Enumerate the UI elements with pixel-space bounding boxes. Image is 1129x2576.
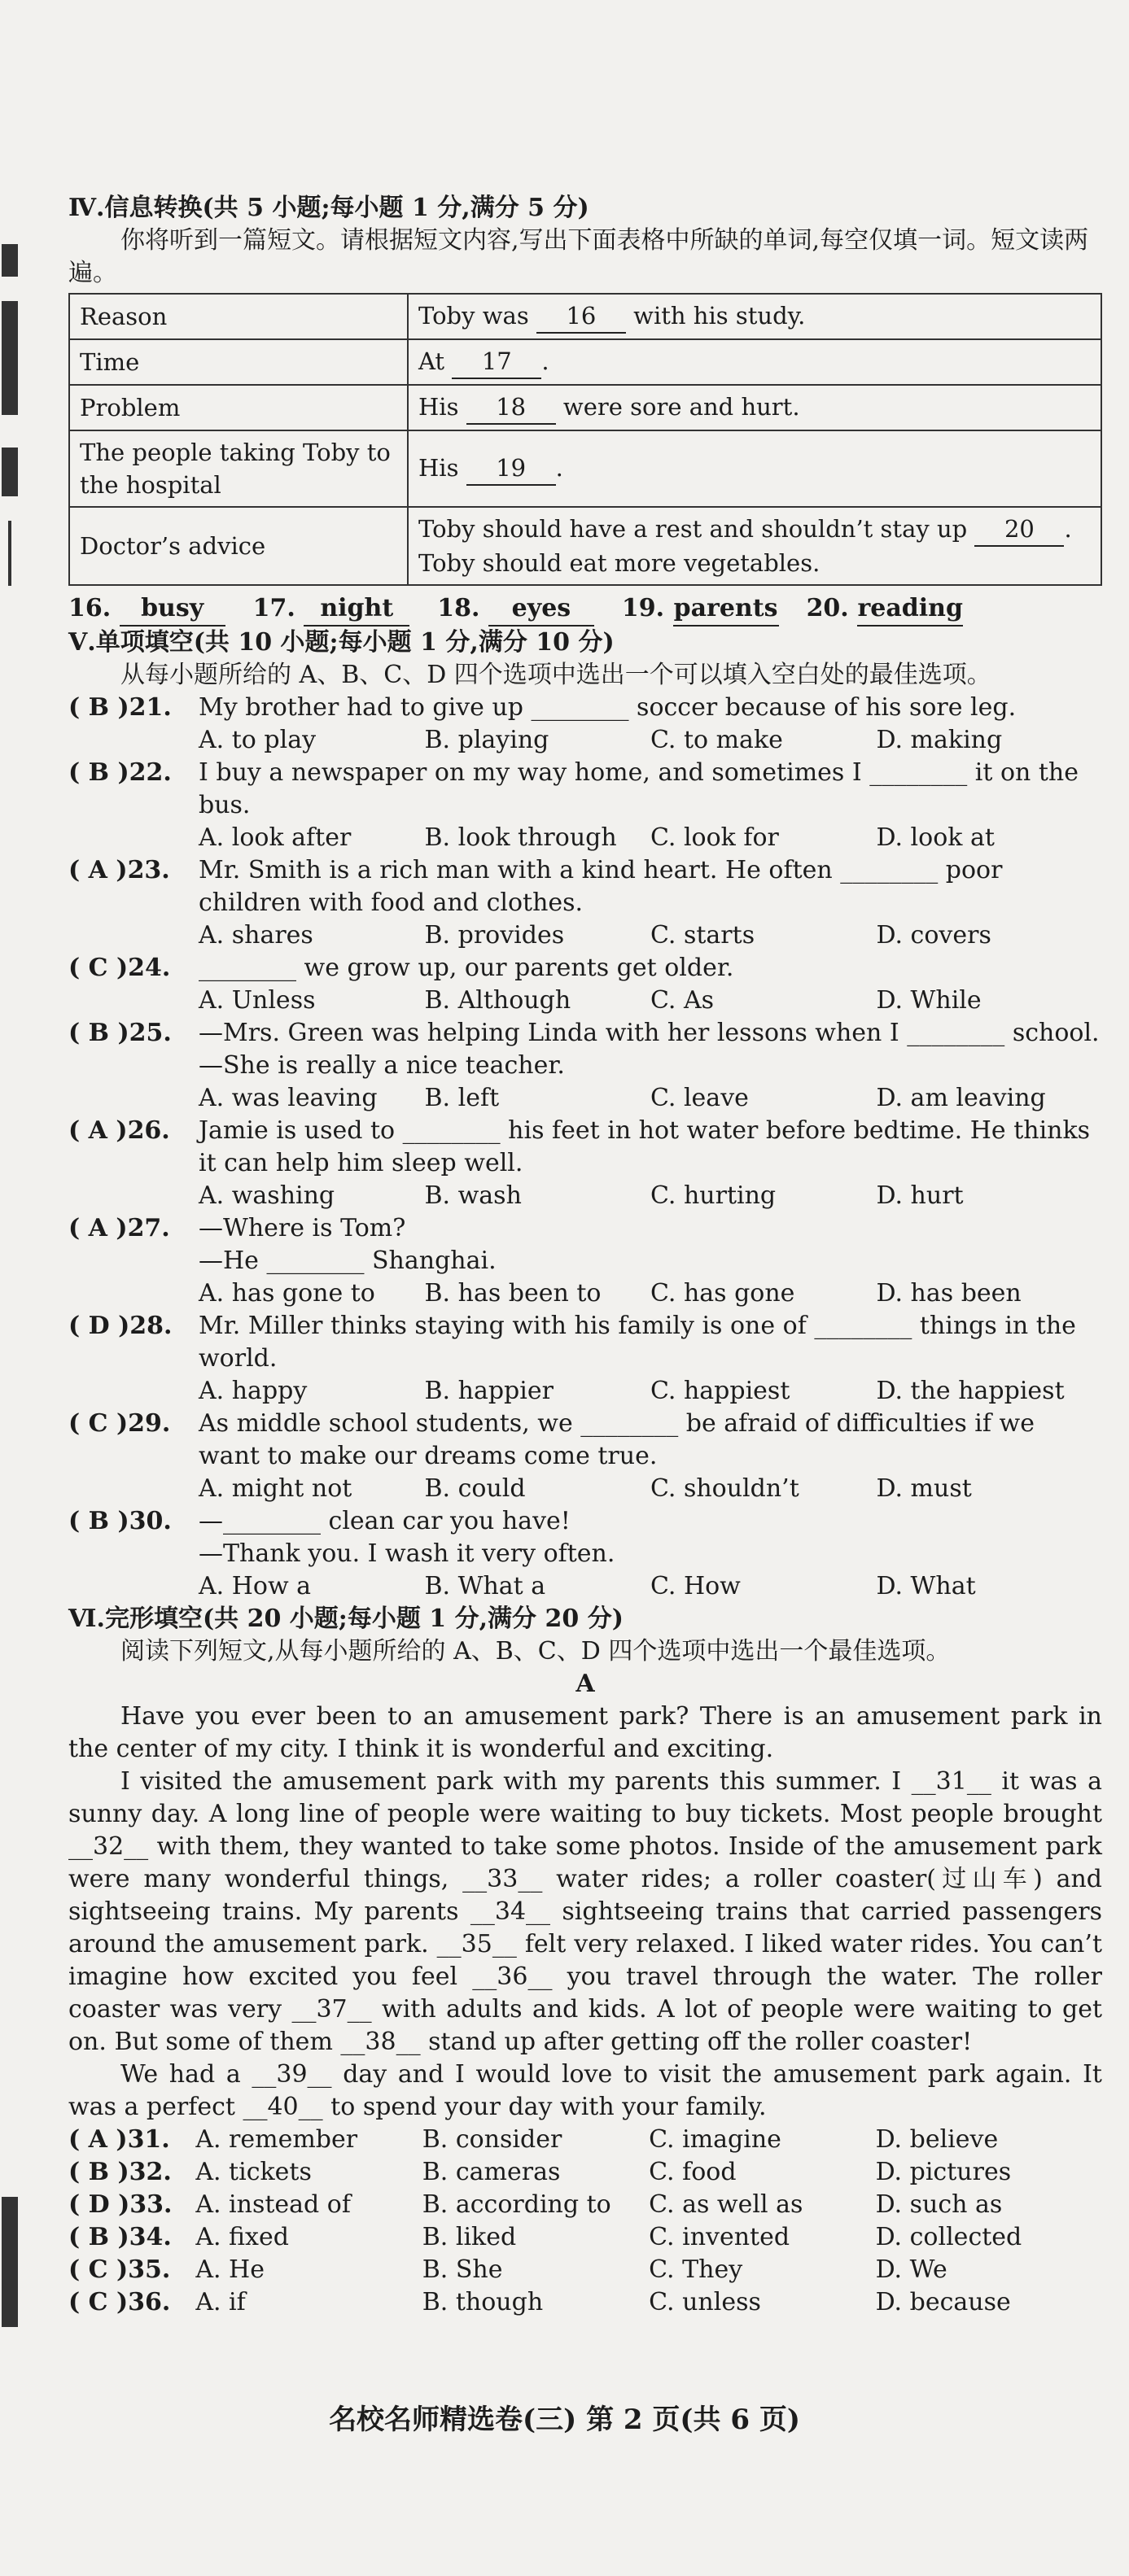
info-table — [68, 293, 1102, 586]
answer-number: 16. — [68, 594, 120, 622]
question-text: —Mrs. Green was helping Linda with her lessons when I ________ school. — [199, 1019, 1100, 1047]
question-text: Mr. Smith is a rich man with a kind heart. He often ________ poor children with food and clothes. — [199, 856, 1003, 917]
question-options — [68, 919, 1102, 952]
option: D. has been — [876, 1279, 1022, 1308]
info-table-label: Doctor’s advice — [69, 507, 408, 585]
option: D. such as — [875, 2190, 1003, 2219]
cloze-question — [68, 2221, 1102, 2254]
question-answer: ( D ) — [68, 2190, 130, 2219]
section-4-heading: Ⅳ.信息转换(共 5 小题;每小题 1 分,满分 5 分) — [68, 194, 589, 222]
question-item — [68, 1115, 1102, 1180]
answer-item — [807, 592, 964, 627]
question-answer: ( B ) — [68, 2223, 129, 2251]
option: B. cameras — [422, 2158, 561, 2186]
info-table-row — [69, 339, 1101, 385]
question-item — [68, 757, 1102, 822]
option: B. She — [422, 2255, 503, 2284]
content-text: . Toby should eat more vegetables. — [418, 515, 1072, 577]
question-line-2 — [68, 1245, 1102, 1277]
section-6-instruction: 阅读下列短文,从每小题所给的 A、B、C、D 四个选项中选出一个最佳选项。 — [120, 1637, 951, 1666]
question-number: 35. — [128, 2255, 171, 2284]
question-number: 23. — [127, 856, 170, 884]
question-answer: ( C ) — [68, 1409, 129, 1438]
option: C. starts — [650, 921, 755, 950]
question-answer: ( B ) — [68, 1019, 129, 1047]
answer-number: 17. — [252, 594, 304, 622]
content-text: Toby was — [418, 302, 536, 330]
content-text: His — [418, 393, 466, 421]
question-item — [68, 692, 1102, 724]
option: A. to play — [199, 726, 317, 754]
option: D. pictures — [875, 2158, 1012, 2186]
answer-item — [68, 592, 225, 627]
question-number: 26. — [127, 1116, 170, 1145]
single-choice-list — [68, 692, 1102, 1603]
option: C. leave — [650, 1084, 749, 1112]
info-table-label: The people taking Toby to the hospital — [69, 430, 408, 507]
passage-paragraph: We had a __39__ day and I would love to visit the amusement park again. It was a perfect __40__ to spend your day with your family. — [68, 2060, 1102, 2121]
content-text: with his study. — [625, 302, 806, 330]
section-5-instruction: 从每小题所给的 A、B、C、D 四个选项中选出一个可以填入空白处的最佳选项。 — [120, 661, 991, 689]
edge-mark — [2, 2197, 18, 2327]
question-answer: ( C ) — [68, 2288, 129, 2316]
question-label — [68, 854, 199, 887]
blank-number: 18 — [466, 391, 556, 425]
option: D. collected — [875, 2223, 1022, 2251]
option: B. happier — [424, 1377, 554, 1405]
answer-word: parents — [673, 592, 779, 627]
question-number: 32. — [129, 2158, 172, 2186]
option: A. tickets — [195, 2158, 312, 2186]
binding-edge — [0, 179, 23, 2376]
question-number: 36. — [128, 2288, 171, 2316]
option: B. look through — [424, 823, 617, 852]
question-line-2 — [68, 1050, 1102, 1082]
question-label — [68, 1115, 199, 1147]
option: D. covers — [876, 921, 991, 950]
answer-item — [437, 592, 594, 627]
blank-number: 17 — [452, 345, 541, 379]
question-number: 21. — [129, 693, 172, 722]
option: D. look at — [876, 823, 995, 852]
option: D. must — [876, 1474, 972, 1503]
option: A. look after — [199, 823, 352, 852]
passage-paragraph: Have you ever been to an amusement park? There is an amusement park in the center of my city. I think it is wonderful and exciting. — [68, 1702, 1102, 1763]
option: C. has gone — [650, 1279, 795, 1308]
question-item — [68, 1310, 1102, 1375]
question-text: —Thank you. I wash it very often. — [199, 1539, 615, 1568]
option: C. invented — [649, 2223, 790, 2251]
question-options — [68, 1473, 1102, 1505]
answer-word: reading — [857, 592, 963, 627]
question-options — [68, 1180, 1102, 1212]
question-answer: ( D ) — [68, 1312, 130, 1340]
question-item — [68, 1017, 1102, 1050]
option: B. wash — [424, 1181, 522, 1210]
question-options — [68, 1375, 1102, 1408]
info-table-row — [69, 430, 1101, 507]
question-answer: ( A ) — [68, 2125, 128, 2154]
cloze-question — [68, 2124, 1102, 2156]
option: B. though — [422, 2288, 544, 2316]
content-text: His — [418, 454, 466, 482]
option: C. to make — [650, 726, 783, 754]
answer-number: 19. — [621, 594, 673, 622]
question-label — [68, 952, 199, 985]
answer-number: 18. — [437, 594, 488, 622]
question-number: 30. — [129, 1507, 172, 1535]
answer-number: 20. — [806, 594, 858, 622]
content-text: At — [418, 347, 453, 375]
answer-item — [622, 592, 779, 627]
question-number: 22. — [129, 758, 172, 787]
option: C. They — [649, 2255, 743, 2284]
question-answer: ( B ) — [68, 693, 129, 722]
question-label — [68, 1212, 199, 1245]
question-number: 25. — [129, 1019, 172, 1047]
cloze-passage — [68, 1701, 1102, 2124]
option: A. happy — [199, 1377, 308, 1405]
option: D. hurt — [876, 1181, 964, 1210]
edge-mark — [8, 521, 11, 586]
question-number: 33. — [129, 2190, 173, 2219]
option: D. We — [875, 2255, 947, 2284]
option: A. How a — [199, 1572, 312, 1600]
option: B. provides — [424, 921, 565, 950]
option: B. Although — [424, 986, 571, 1015]
question-item — [68, 1408, 1102, 1473]
info-table-row — [69, 294, 1101, 339]
option: A. if — [195, 2288, 246, 2316]
option: D. What — [876, 1572, 976, 1600]
option: B. playing — [424, 726, 549, 754]
option: B. What a — [424, 1572, 546, 1600]
question-number: 31. — [127, 2125, 170, 2154]
content-text: were sore and hurt. — [555, 393, 800, 421]
option: D. am leaving — [876, 1084, 1046, 1112]
blank-number: 20 — [974, 513, 1064, 547]
option: A. was leaving — [199, 1084, 378, 1112]
question-item — [68, 1505, 1102, 1538]
question-number: 29. — [128, 1409, 171, 1438]
question-label — [68, 692, 199, 724]
info-table-content — [408, 294, 1101, 339]
answer-word: busy — [120, 592, 225, 627]
option: A. washing — [199, 1181, 335, 1210]
option: A. has gone to — [199, 1279, 375, 1308]
option: B. liked — [422, 2223, 517, 2251]
blank-number: 16 — [536, 299, 626, 334]
question-label — [68, 757, 199, 789]
question-label — [68, 1310, 199, 1343]
cloze-question — [68, 2189, 1102, 2221]
info-table-content — [408, 385, 1101, 430]
question-text: My brother had to give up ________ soccer because of his sore leg. — [199, 693, 1017, 722]
exam-page — [68, 192, 1102, 2319]
edge-mark — [2, 448, 18, 496]
option: C. As — [650, 986, 715, 1015]
question-options — [68, 822, 1102, 854]
option: D. the happiest — [876, 1377, 1065, 1405]
question-text: Mr. Miller thinks staying with his family is one of ________ things in the world. — [199, 1312, 1076, 1373]
option: A. He — [195, 2255, 265, 2284]
info-table-row — [69, 507, 1101, 585]
question-line-2 — [68, 1538, 1102, 1570]
cloze-question — [68, 2286, 1102, 2319]
question-label — [68, 1017, 199, 1050]
question-text: —Where is Tom? — [199, 1214, 406, 1242]
info-table-row — [69, 385, 1101, 430]
question-text: ________ we grow up, our parents get older. — [199, 954, 734, 982]
option: D. because — [875, 2288, 1011, 2316]
question-label — [68, 1408, 199, 1440]
question-text: —She is really a nice teacher. — [199, 1051, 565, 1080]
option: D. While — [876, 986, 982, 1015]
option: C. food — [649, 2158, 737, 2186]
question-answer: ( B ) — [68, 2158, 129, 2186]
passage-part-label: A — [575, 1670, 595, 1698]
answer-word: eyes — [488, 592, 594, 627]
option: A. fixed — [195, 2223, 289, 2251]
question-options — [68, 985, 1102, 1017]
question-answer: ( A ) — [68, 1214, 128, 1242]
option: C. shouldn’t — [650, 1474, 799, 1503]
question-answer: ( C ) — [68, 954, 129, 982]
question-text: —________ clean car you have! — [199, 1507, 571, 1535]
question-options — [68, 1082, 1102, 1115]
question-answer: ( A ) — [68, 1116, 128, 1145]
info-table-label: Problem — [69, 385, 408, 430]
option: C. unless — [649, 2288, 761, 2316]
question-number: 27. — [127, 1214, 170, 1242]
info-table-content — [408, 507, 1101, 585]
content-text: Toby should have a rest and shouldn’t stay up — [418, 515, 975, 543]
question-label — [68, 2189, 195, 2221]
section-4-instruction: 你将听到一篇短文。请根据短文内容,写出下面表格中所缺的单词,每空仅填一词。短文读两遍。 — [68, 226, 1089, 287]
question-item — [68, 952, 1102, 985]
section-4-answers — [68, 592, 1102, 627]
question-label — [68, 2156, 195, 2189]
option: B. left — [424, 1084, 500, 1112]
edge-mark — [2, 301, 18, 415]
question-options — [68, 724, 1102, 757]
option: C. imagine — [649, 2125, 781, 2154]
option: A. remember — [195, 2125, 358, 2154]
question-label — [68, 2221, 195, 2254]
cloze-question — [68, 2254, 1102, 2286]
blank-number: 19 — [466, 452, 556, 486]
option: A. instead of — [195, 2190, 351, 2219]
section-6-heading: Ⅵ.完形填空(共 20 小题;每小题 1 分,满分 20 分) — [68, 1605, 624, 1633]
question-answer: ( B ) — [68, 1507, 129, 1535]
question-text: I buy a newspaper on my way home, and sometimes I ________ it on the bus. — [199, 758, 1079, 819]
question-number: 34. — [129, 2223, 172, 2251]
option: A. might not — [199, 1474, 352, 1503]
option: B. has been to — [424, 1279, 602, 1308]
question-item — [68, 854, 1102, 919]
answer-item — [253, 592, 410, 627]
option: D. believe — [875, 2125, 999, 2154]
passage-paragraph: I visited the amusement park with my parents this summer. I __31__ it was a sunny day. A long line of people were waiting to buy tickets. Most people brought __32__ with them, they wanted to take some photos. Inside of the amusement park were many wonderful things, __33__ water rides; a roller coaster(过山车) and sightseeing trains. My parents __34__ sightseeing trains that carried passengers around the amusement park. __35__ felt very relaxed. I liked water rides. You can’t imagine how excited you feel __36__ you travel through the water. The roller coaster was very __37__ with adults and kids. A lot of people were waiting to get on. But some of them __38__ stand up after getting off the roller coaster! — [68, 1767, 1102, 2056]
content-text: . — [555, 454, 563, 482]
info-table-label: Time — [69, 339, 408, 385]
option: C. as well as — [649, 2190, 803, 2219]
content-text: . — [541, 347, 549, 375]
question-answer: ( A ) — [68, 856, 128, 884]
option: C. happiest — [650, 1377, 790, 1405]
option: C. look for — [650, 823, 779, 852]
info-table-content — [408, 430, 1101, 507]
option: A. shares — [199, 921, 313, 950]
cloze-options-list — [68, 2124, 1102, 2319]
section-5-heading: Ⅴ.单项填空(共 10 小题;每小题 1 分,满分 10 分) — [68, 628, 615, 657]
question-number: 24. — [128, 954, 171, 982]
info-table-content — [408, 339, 1101, 385]
info-table-label: Reason — [69, 294, 408, 339]
option: C. How — [650, 1572, 741, 1600]
question-answer: ( C ) — [68, 2255, 129, 2284]
question-text: Jamie is used to ________ his feet in hot water before bedtime. He thinks it can help him sleep well. — [199, 1116, 1091, 1177]
edge-mark — [2, 244, 18, 277]
option: B. according to — [422, 2190, 611, 2219]
question-text: —He ________ Shanghai. — [199, 1247, 497, 1275]
option: C. hurting — [650, 1181, 777, 1210]
answer-word: night — [304, 592, 409, 627]
question-label — [68, 2124, 195, 2156]
question-number: 28. — [129, 1312, 173, 1340]
question-text: As middle school students, we ________ be afraid of difficulties if we want to make our dreams come true. — [199, 1409, 1035, 1470]
option: B. could — [424, 1474, 526, 1503]
cloze-question — [68, 2156, 1102, 2189]
option: B. consider — [422, 2125, 562, 2154]
question-label — [68, 2254, 195, 2286]
question-options — [68, 1277, 1102, 1310]
option: D. making — [876, 726, 1003, 754]
question-label — [68, 2286, 195, 2319]
page-footer: 名校名师精选卷(三) 第 2 页(共 6 页) — [329, 2404, 800, 2436]
question-label — [68, 1505, 199, 1538]
option: A. Unless — [199, 986, 316, 1015]
question-item — [68, 1212, 1102, 1245]
question-options — [68, 1570, 1102, 1603]
question-answer: ( B ) — [68, 758, 129, 787]
